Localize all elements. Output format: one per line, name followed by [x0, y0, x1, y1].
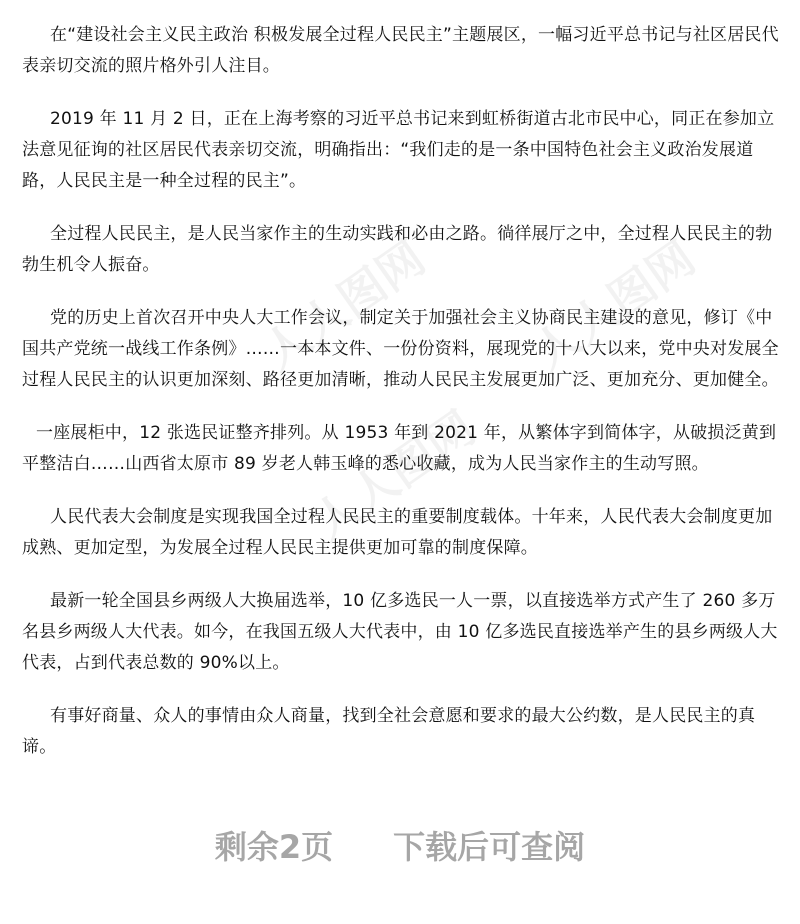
paragraph: 全过程人民民主，是人民当家作主的生动实践和必由之路。徜徉展厅之中，全过程人民民主的勃勃生机令人振奋。: [22, 224, 773, 275]
watermark: 人人图网: [522, 230, 705, 381]
watermark: 人人图网: [252, 230, 435, 381]
article-body: [22, 20, 782, 785]
paragraph: 最新一轮全国县乡两级人大换届选举，10 亿多选民一人一票，以直接选举方式产生了 260 多万名县乡两级人大代表。如今，在我国五级人大代表中，由 10 亿多选民直接选举产生的县乡两级人大代表，占到代表总数的 90%以上。: [22, 591, 778, 673]
paragraph: 人民代表大会制度是实现我国全过程人民民主的重要制度载体。十年来，人民代表大会制度更加成熟、更加定型，为发展全过程人民民主提供更加可靠的制度保障。: [22, 507, 773, 558]
download-banner: [0, 815, 800, 875]
paragraph: 在“建设社会主义民主政治 积极发展全过程人民民主”主题展区，一幅习近平总书记与社区居民代表亲切交流的照片格外引人注目。: [22, 25, 779, 76]
paragraph: 2019 年 11 月 2 日，正在上海考察的习近平总书记来到虹桥街道古北市民中心，同正在参加立法意见征询的社区居民代表亲切交流，明确指出：“我们走的是一条中国特色社会主义政治发展道路，人民民主是一种全过程的民主”。: [22, 109, 775, 191]
download-to-view-link[interactable]: 下载后可查阅: [393, 828, 586, 866]
paragraph: 一座展柜中，12 张选民证整齐排列。从 1953 年到 2021 年，从繁体字到简体字，从破损泛黄到平整洁白……山西省太原市 89 岁老人韩玉峰的悉心收藏，成为人民当家作主的生动写照。: [22, 423, 777, 474]
watermark: 人人图网: [302, 400, 485, 551]
remaining-pages-label: 剩余2页: [214, 828, 334, 866]
paragraph: 有事好商量、众人的事情由众人商量，找到全社会意愿和要求的最大公约数，是人民民主的真谛。: [22, 706, 756, 757]
paragraph: 党的历史上首次召开中央人大工作会议，制定关于加强社会主义协商民主建设的意见，修订《中国共产党统一战线工作条例》……一本本文件、一份份资料，展现党的十八大以来，党中央对发展全过程人民民主的认识更加深刻、路径更加清晰，推动人民民主发展更加广泛、更加充分、更加健全。: [22, 308, 779, 390]
